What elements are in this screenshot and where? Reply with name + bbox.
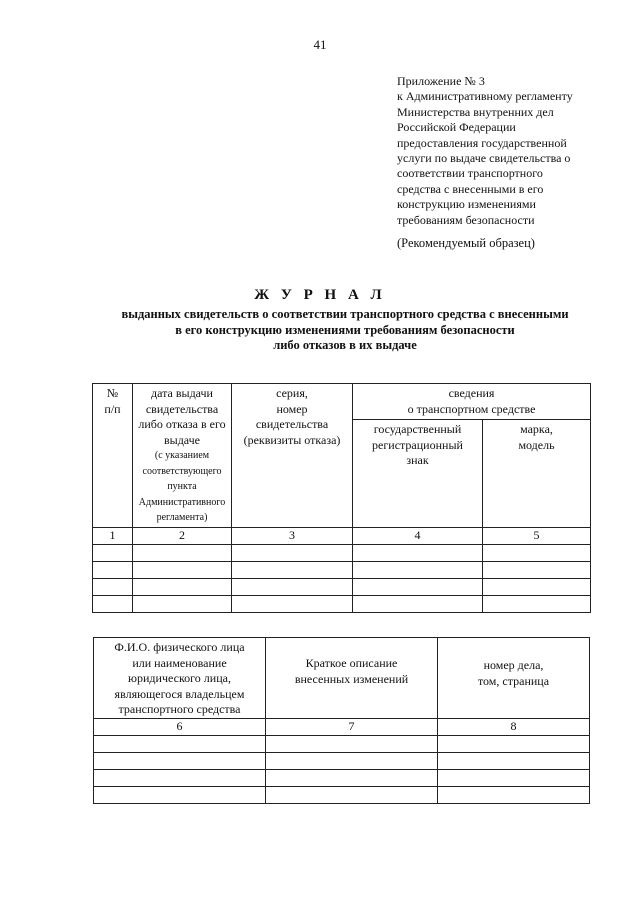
column-number: 5 (483, 528, 591, 545)
appendix-line: предоставления государственной (397, 135, 567, 150)
header-text: или наименование (132, 655, 227, 670)
subtitle-line: в его конструкцию изменениями требованиям безопасности (175, 322, 515, 337)
recommended-sample-note: (Рекомендуемый образец) (397, 236, 535, 250)
appendix-line: соответствии транспортного (397, 166, 543, 181)
appendix-line: средства с внесенными в его (397, 181, 544, 196)
header-text: номер (276, 401, 308, 416)
header-case-number (438, 638, 590, 719)
appendix-line: Министерства внутренних дел (397, 104, 554, 119)
header-text: свидетельства (145, 401, 219, 416)
header-text: государственный (373, 422, 462, 436)
header-text: регистрационный (372, 437, 463, 452)
header-note: пункта (167, 481, 197, 492)
header-text: внесенных изменений (294, 671, 409, 686)
appendix-line: Российской Федерации (397, 120, 516, 135)
header-text: транспортного средства (118, 702, 241, 716)
header-text: дата выдачи (151, 386, 213, 400)
header-text: серия, (276, 386, 308, 400)
journal-table-1 (92, 383, 591, 613)
subtitle-line: либо отказов в их выдаче (273, 338, 417, 352)
column-number: 3 (232, 528, 353, 545)
appendix-line: конструкцию изменениями (397, 197, 536, 212)
column-number: 4 (353, 528, 483, 545)
column-numbers-row (93, 528, 591, 545)
table-row (94, 769, 590, 786)
journal-table-2 (93, 637, 590, 804)
header-text: марка, (520, 422, 553, 436)
appendix-line: к Административному регламенту (397, 89, 573, 104)
column-number: 1 (93, 528, 133, 545)
header-text: № (106, 386, 119, 400)
appendix-block (397, 74, 617, 228)
header-text: знак (406, 453, 429, 467)
header-vehicle-info (353, 384, 591, 420)
column-number: 2 (133, 528, 232, 545)
page-number: 41 (313, 37, 327, 52)
column-number: 8 (438, 718, 590, 735)
header-text: (реквизиты отказа) (243, 432, 341, 447)
header-text: либо отказа в его (138, 417, 226, 431)
journal-title: Ж У Р Н А Л (254, 287, 386, 303)
subtitle-line: выданных свидетельств о соответствии транспортного средства с внесенными (121, 307, 569, 321)
header-note: (с указанием (154, 450, 210, 461)
header-text: сведения (448, 386, 495, 400)
header-text: являющегося владельцем (114, 686, 245, 701)
header-number (93, 384, 133, 528)
header-note: соответствующего (142, 465, 222, 477)
appendix-line: Приложение № 3 (397, 74, 485, 88)
header-issue-date (133, 384, 232, 528)
header-text: Краткое описание (305, 656, 398, 670)
column-numbers-row (94, 718, 590, 735)
header-text: юридического лица, (128, 671, 231, 685)
header-text: номер дела, (483, 658, 544, 672)
table-row (94, 752, 590, 769)
header-text: том, страница (477, 673, 550, 688)
header-series-number (232, 384, 353, 528)
table-row (93, 562, 591, 579)
column-number: 7 (266, 718, 438, 735)
header-text: свидетельства (255, 417, 329, 431)
header-text: выдаче (163, 432, 201, 447)
table-row (93, 545, 591, 562)
header-text: о транспортном средстве (407, 401, 536, 416)
table-row (94, 786, 590, 803)
appendix-line: услуги по выдаче свидетельства о (397, 151, 571, 166)
header-text: п/п (104, 401, 121, 416)
table-row (93, 596, 591, 613)
table-row (94, 735, 590, 752)
appendix-line: требованиям безопасности (397, 212, 535, 227)
header-text: Ф.И.О. физического лица (114, 640, 245, 654)
column-number: 6 (94, 718, 266, 735)
table-row (93, 579, 591, 596)
journal-subtitle (60, 307, 630, 354)
header-owner-name (94, 638, 266, 719)
header-registration-plate (353, 420, 483, 528)
header-note: Административного (138, 496, 226, 508)
header-changes-description (266, 638, 438, 719)
header-note: регламента) (156, 512, 208, 523)
header-text: модель (518, 437, 555, 452)
header-make-model (483, 420, 591, 528)
